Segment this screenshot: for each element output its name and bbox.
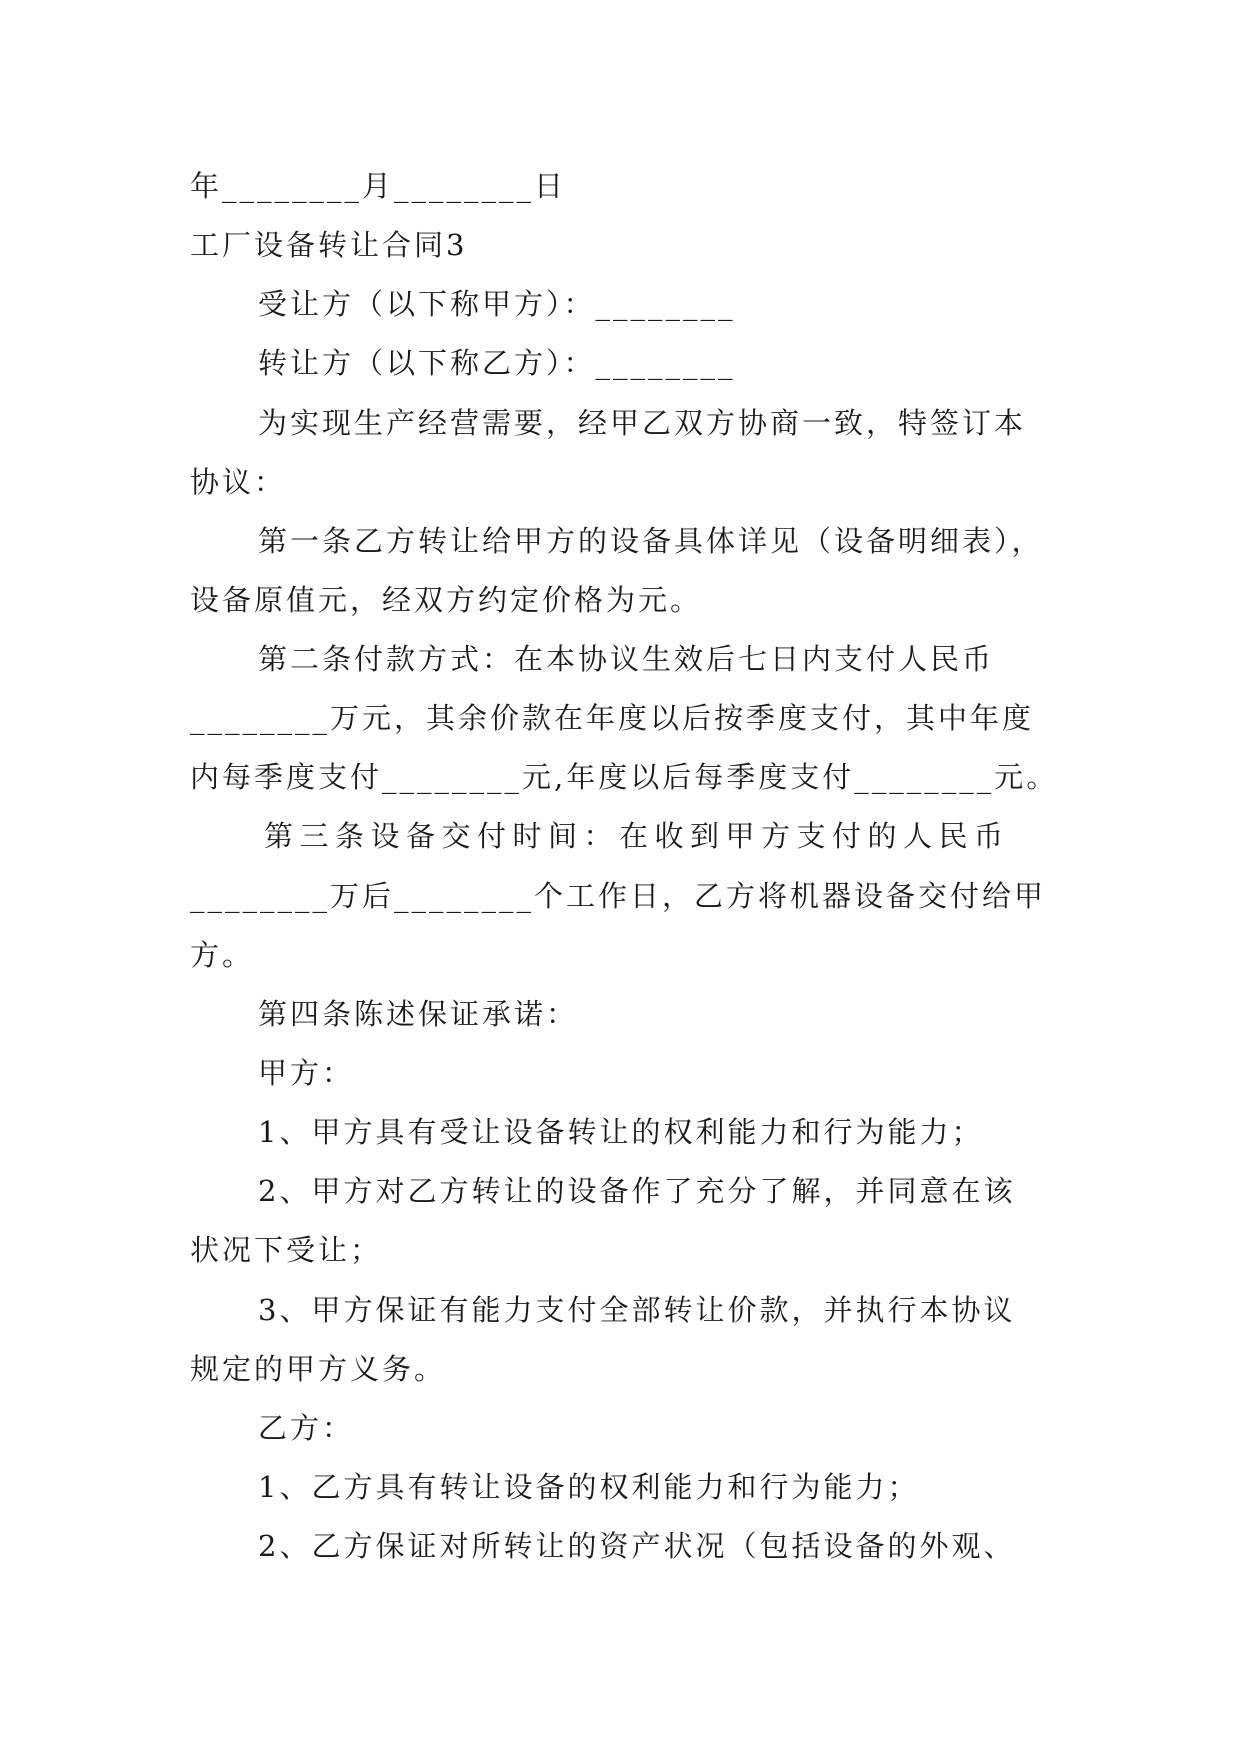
article-1-line-1: 第一条乙方转让给甲方的设备具体详见（设备明细表），	[258, 524, 1044, 558]
contract-title: 工厂设备转让合同3	[190, 228, 468, 262]
party-a-item-3-line-2: 规定的甲方义务。	[190, 1352, 447, 1386]
transferor-line: 转让方（以下称乙方）：________	[258, 346, 736, 380]
article-3-line-2: ________万后________个工作日，乙方将机器设备交付给甲	[190, 879, 1047, 913]
party-b-item-1: 1、乙方具有转让设备的权利能力和行为能力；	[258, 1470, 920, 1504]
party-b-heading: 乙方：	[258, 1411, 355, 1445]
article-4-heading: 第四条陈述保证承诺：	[258, 997, 579, 1031]
preamble-line-1: 为实现生产经营需要，经甲乙双方协商一致，特签订本	[258, 406, 1027, 440]
party-a-item-1: 1、甲方具有受让设备转让的权利能力和行为能力；	[258, 1115, 984, 1149]
article-3-line-3: 方。	[190, 938, 255, 972]
article-1-line-2: 设备原值元，经双方约定价格为元。	[190, 583, 703, 617]
party-b-item-2-line-1: 2、乙方保证对所转让的资产状况（包括设备的外观、	[258, 1529, 1016, 1563]
party-a-item-2-line-2: 状况下受让；	[190, 1233, 383, 1267]
transferee-line: 受让方（以下称甲方）：________	[258, 287, 736, 321]
date-line: 年________月________日	[190, 169, 567, 203]
party-a-heading: 甲方：	[258, 1056, 355, 1090]
preamble-line-2: 协议：	[190, 465, 287, 499]
article-2-line-3: 内每季度支付________元,年度以后每季度支付________元。	[190, 760, 1059, 794]
article-2-line-2: ________万元，其余价款在年度以后按季度支付，其中年度	[190, 701, 1035, 735]
party-a-item-3-line-1: 3、甲方保证有能力支付全部转让价款，并执行本协议	[258, 1293, 1016, 1327]
article-2-line-1: 第二条付款方式：在本协议生效后七日内支付人民币	[258, 642, 995, 676]
article-3-line-1: 第三条设备交付时间：在收到甲方支付的人民币	[264, 819, 1010, 853]
party-a-item-2-line-1: 2、甲方对乙方转让的设备作了充分了解，并同意在该	[258, 1174, 1016, 1208]
